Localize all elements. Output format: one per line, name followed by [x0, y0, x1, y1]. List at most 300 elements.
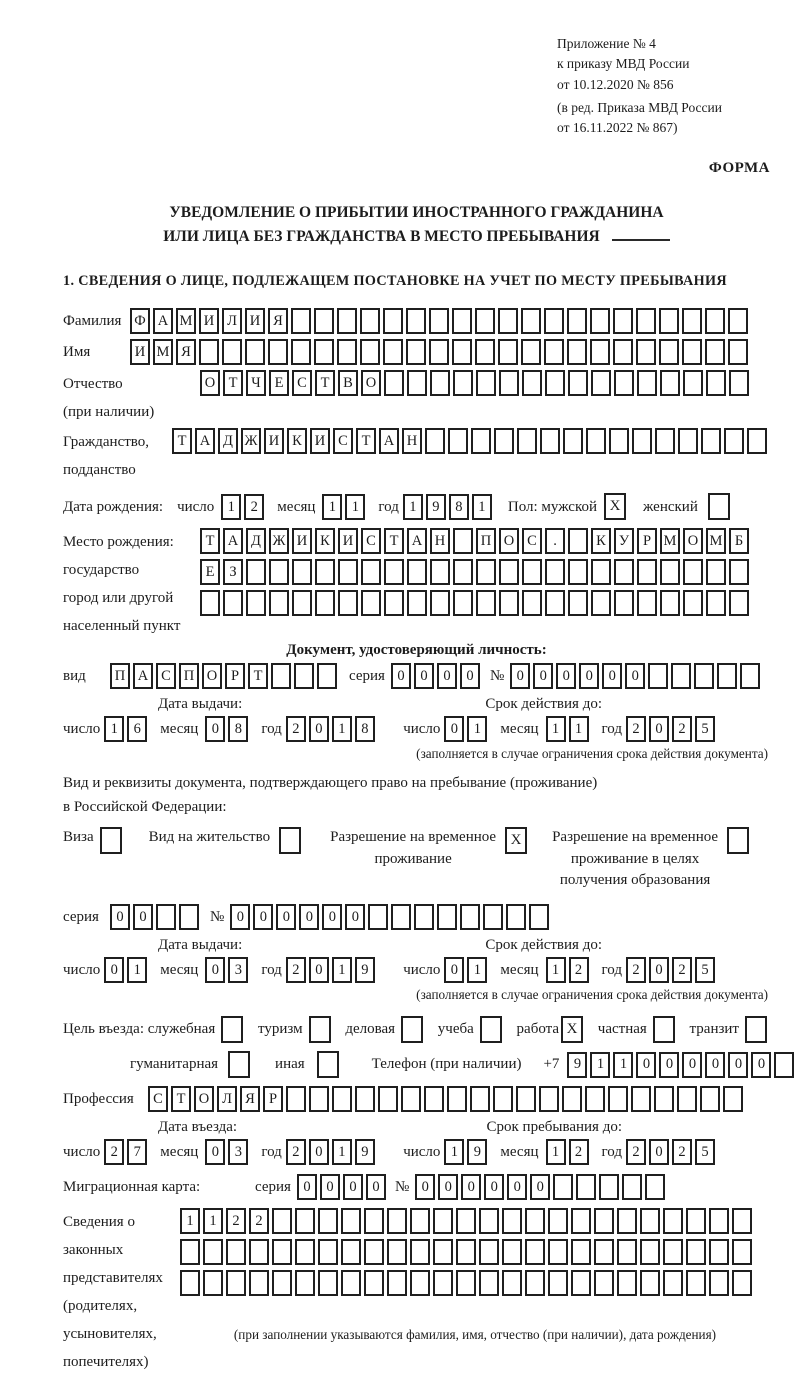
char-box[interactable]: 1: [221, 494, 241, 520]
char-box[interactable]: [433, 1208, 453, 1234]
char-box[interactable]: 0: [461, 1174, 481, 1200]
char-box[interactable]: А: [407, 528, 427, 554]
char-box[interactable]: [723, 1086, 743, 1112]
char-box[interactable]: 0: [444, 716, 464, 742]
char-box[interactable]: [453, 559, 473, 585]
char-box[interactable]: [617, 1208, 637, 1234]
char-box[interactable]: [516, 1086, 536, 1112]
char-box[interactable]: [694, 663, 714, 689]
char-box[interactable]: 1: [546, 957, 566, 983]
char-box[interactable]: [614, 370, 634, 396]
char-box[interactable]: [286, 1086, 306, 1112]
char-box[interactable]: Д: [246, 528, 266, 554]
char-box[interactable]: [729, 370, 749, 396]
char-box[interactable]: К: [591, 528, 611, 554]
char-box[interactable]: [401, 1086, 421, 1112]
char-box[interactable]: [732, 1208, 752, 1234]
char-box[interactable]: [594, 1208, 614, 1234]
char-box[interactable]: [387, 1270, 407, 1296]
char-box[interactable]: 0: [309, 716, 329, 742]
char-box[interactable]: [645, 1174, 665, 1200]
char-box[interactable]: Т: [356, 428, 376, 454]
char-box[interactable]: [660, 559, 680, 585]
char-box[interactable]: 0: [649, 1139, 669, 1165]
char-box[interactable]: 0: [415, 1174, 435, 1200]
char-box[interactable]: [614, 590, 634, 616]
char-box[interactable]: [315, 559, 335, 585]
char-box[interactable]: [475, 339, 495, 365]
char-box[interactable]: Р: [637, 528, 657, 554]
char-box[interactable]: [709, 1208, 729, 1234]
char-box[interactable]: 0: [230, 904, 250, 930]
char-box[interactable]: 0: [343, 1174, 363, 1200]
checkbox[interactable]: [309, 1016, 331, 1043]
char-box[interactable]: [663, 1270, 683, 1296]
char-box[interactable]: Я: [240, 1086, 260, 1112]
char-box[interactable]: 2: [104, 1139, 124, 1165]
char-box[interactable]: [246, 590, 266, 616]
char-box[interactable]: [706, 370, 726, 396]
char-box[interactable]: [318, 1270, 338, 1296]
char-box[interactable]: [591, 559, 611, 585]
char-box[interactable]: [728, 339, 748, 365]
char-box[interactable]: [407, 559, 427, 585]
char-box[interactable]: [747, 428, 767, 454]
char-box[interactable]: 0: [253, 904, 273, 930]
char-box[interactable]: [617, 1239, 637, 1265]
char-box[interactable]: [317, 663, 337, 689]
char-box[interactable]: [590, 308, 610, 334]
char-box[interactable]: Н: [402, 428, 422, 454]
checkbox[interactable]: [708, 493, 730, 520]
char-box[interactable]: 1: [332, 716, 352, 742]
char-box[interactable]: [498, 308, 518, 334]
char-box[interactable]: [456, 1239, 476, 1265]
char-box[interactable]: [291, 308, 311, 334]
char-box[interactable]: [364, 1208, 384, 1234]
char-box[interactable]: 0: [649, 957, 669, 983]
char-box[interactable]: [245, 339, 265, 365]
char-box[interactable]: [544, 339, 564, 365]
char-box[interactable]: [686, 1208, 706, 1234]
char-box[interactable]: [429, 339, 449, 365]
char-box[interactable]: [590, 339, 610, 365]
char-box[interactable]: [295, 1270, 315, 1296]
char-box[interactable]: [249, 1270, 269, 1296]
char-box[interactable]: [502, 1270, 522, 1296]
char-box[interactable]: А: [133, 663, 153, 689]
char-box[interactable]: [553, 1174, 573, 1200]
char-box[interactable]: 1: [569, 716, 589, 742]
char-box[interactable]: 2: [626, 716, 646, 742]
char-box[interactable]: [498, 339, 518, 365]
char-box[interactable]: [364, 1239, 384, 1265]
char-box[interactable]: [640, 1239, 660, 1265]
char-box[interactable]: [249, 1239, 269, 1265]
char-box[interactable]: И: [338, 528, 358, 554]
char-box[interactable]: [337, 308, 357, 334]
char-box[interactable]: [614, 559, 634, 585]
char-box[interactable]: [378, 1086, 398, 1112]
char-box[interactable]: 3: [228, 1139, 248, 1165]
char-box[interactable]: [724, 428, 744, 454]
char-box[interactable]: [361, 590, 381, 616]
char-box[interactable]: [632, 428, 652, 454]
char-box[interactable]: 8: [228, 716, 248, 742]
char-box[interactable]: [483, 904, 503, 930]
char-box[interactable]: И: [292, 528, 312, 554]
char-box[interactable]: [360, 308, 380, 334]
char-box[interactable]: [729, 590, 749, 616]
char-box[interactable]: [545, 370, 565, 396]
char-box[interactable]: [517, 428, 537, 454]
char-box[interactable]: [568, 370, 588, 396]
char-box[interactable]: З: [223, 559, 243, 585]
char-box[interactable]: 1: [613, 1052, 633, 1078]
char-box[interactable]: Я: [176, 339, 196, 365]
char-box[interactable]: 0: [437, 663, 457, 689]
char-box[interactable]: [384, 590, 404, 616]
char-box[interactable]: 0: [320, 1174, 340, 1200]
char-box[interactable]: М: [660, 528, 680, 554]
char-box[interactable]: [548, 1208, 568, 1234]
char-box[interactable]: [180, 1239, 200, 1265]
char-box[interactable]: [272, 1208, 292, 1234]
char-box[interactable]: [706, 559, 726, 585]
char-box[interactable]: [383, 308, 403, 334]
char-box[interactable]: Р: [263, 1086, 283, 1112]
char-box[interactable]: [609, 428, 629, 454]
checkbox[interactable]: [401, 1016, 423, 1043]
char-box[interactable]: [521, 339, 541, 365]
char-box[interactable]: 1: [472, 494, 492, 520]
char-box[interactable]: Д: [218, 428, 238, 454]
char-box[interactable]: [663, 1208, 683, 1234]
char-box[interactable]: [223, 590, 243, 616]
char-box[interactable]: 1: [345, 494, 365, 520]
char-box[interactable]: [686, 1270, 706, 1296]
checkbox[interactable]: [745, 1016, 767, 1043]
char-box[interactable]: [571, 1270, 591, 1296]
char-box[interactable]: [337, 339, 357, 365]
char-box[interactable]: [429, 308, 449, 334]
char-box[interactable]: [654, 1086, 674, 1112]
char-box[interactable]: И: [130, 339, 150, 365]
char-box[interactable]: [571, 1239, 591, 1265]
char-box[interactable]: [156, 904, 176, 930]
char-box[interactable]: 9: [426, 494, 446, 520]
char-box[interactable]: [562, 1086, 582, 1112]
char-box[interactable]: [599, 1174, 619, 1200]
char-box[interactable]: 9: [567, 1052, 587, 1078]
char-box[interactable]: 0: [682, 1052, 702, 1078]
char-box[interactable]: [732, 1270, 752, 1296]
char-box[interactable]: [387, 1208, 407, 1234]
char-box[interactable]: 0: [345, 904, 365, 930]
char-box[interactable]: 9: [467, 1139, 487, 1165]
char-box[interactable]: Я: [268, 308, 288, 334]
char-box[interactable]: [686, 1239, 706, 1265]
char-box[interactable]: [410, 1239, 430, 1265]
char-box[interactable]: 2: [626, 1139, 646, 1165]
char-box[interactable]: 1: [546, 716, 566, 742]
char-box[interactable]: 0: [530, 1174, 550, 1200]
char-box[interactable]: 8: [355, 716, 375, 742]
char-box[interactable]: [525, 1270, 545, 1296]
char-box[interactable]: [637, 559, 657, 585]
char-box[interactable]: Т: [384, 528, 404, 554]
char-box[interactable]: Т: [248, 663, 268, 689]
char-box[interactable]: [200, 590, 220, 616]
checkbox[interactable]: X: [604, 493, 626, 520]
char-box[interactable]: [521, 308, 541, 334]
char-box[interactable]: 0: [602, 663, 622, 689]
char-box[interactable]: [774, 1052, 794, 1078]
char-box[interactable]: [585, 1086, 605, 1112]
char-box[interactable]: 0: [322, 904, 342, 930]
char-box[interactable]: [471, 428, 491, 454]
char-box[interactable]: [525, 1208, 545, 1234]
char-box[interactable]: [494, 428, 514, 454]
char-box[interactable]: 9: [355, 1139, 375, 1165]
char-box[interactable]: Т: [200, 528, 220, 554]
char-box[interactable]: [199, 339, 219, 365]
char-box[interactable]: 0: [297, 1174, 317, 1200]
char-box[interactable]: [383, 339, 403, 365]
char-box[interactable]: [294, 663, 314, 689]
checkbox[interactable]: X: [561, 1016, 583, 1043]
char-box[interactable]: 0: [309, 957, 329, 983]
char-box[interactable]: Ф: [130, 308, 150, 334]
char-box[interactable]: [663, 1239, 683, 1265]
char-box[interactable]: [269, 590, 289, 616]
char-box[interactable]: 3: [228, 957, 248, 983]
char-box[interactable]: [222, 339, 242, 365]
char-box[interactable]: [502, 1239, 522, 1265]
char-box[interactable]: [660, 370, 680, 396]
char-box[interactable]: Т: [171, 1086, 191, 1112]
char-box[interactable]: А: [195, 428, 215, 454]
char-box[interactable]: [729, 559, 749, 585]
char-box[interactable]: [475, 308, 495, 334]
char-box[interactable]: [407, 370, 427, 396]
char-box[interactable]: [271, 663, 291, 689]
char-box[interactable]: [406, 308, 426, 334]
char-box[interactable]: [636, 339, 656, 365]
char-box[interactable]: [659, 339, 679, 365]
char-box[interactable]: Е: [269, 370, 289, 396]
char-box[interactable]: [246, 559, 266, 585]
char-box[interactable]: [268, 339, 288, 365]
char-box[interactable]: [272, 1239, 292, 1265]
char-box[interactable]: [430, 559, 450, 585]
char-box[interactable]: [683, 559, 703, 585]
char-box[interactable]: [476, 590, 496, 616]
char-box[interactable]: 2: [286, 957, 306, 983]
char-box[interactable]: [453, 590, 473, 616]
char-box[interactable]: [740, 663, 760, 689]
char-box[interactable]: [425, 428, 445, 454]
char-box[interactable]: 1: [127, 957, 147, 983]
char-box[interactable]: Л: [222, 308, 242, 334]
char-box[interactable]: 1: [203, 1208, 223, 1234]
char-box[interactable]: [318, 1239, 338, 1265]
char-box[interactable]: 0: [366, 1174, 386, 1200]
char-box[interactable]: 0: [414, 663, 434, 689]
char-box[interactable]: [355, 1086, 375, 1112]
char-box[interactable]: [677, 1086, 697, 1112]
char-box[interactable]: 2: [626, 957, 646, 983]
char-box[interactable]: К: [315, 528, 335, 554]
char-box[interactable]: [341, 1208, 361, 1234]
char-box[interactable]: .: [545, 528, 565, 554]
char-box[interactable]: 0: [460, 663, 480, 689]
char-box[interactable]: [456, 1270, 476, 1296]
char-box[interactable]: [499, 590, 519, 616]
char-box[interactable]: [640, 1270, 660, 1296]
checkbox[interactable]: [317, 1051, 339, 1078]
char-box[interactable]: [567, 339, 587, 365]
char-box[interactable]: [493, 1086, 513, 1112]
char-box[interactable]: Ж: [269, 528, 289, 554]
char-box[interactable]: [636, 308, 656, 334]
char-box[interactable]: 0: [205, 716, 225, 742]
char-box[interactable]: 2: [286, 716, 306, 742]
char-box[interactable]: Н: [430, 528, 450, 554]
char-box[interactable]: [272, 1270, 292, 1296]
char-box[interactable]: 0: [533, 663, 553, 689]
char-box[interactable]: [706, 590, 726, 616]
char-box[interactable]: Ч: [246, 370, 266, 396]
char-box[interactable]: [460, 904, 480, 930]
char-box[interactable]: И: [310, 428, 330, 454]
char-box[interactable]: С: [156, 663, 176, 689]
char-box[interactable]: 8: [449, 494, 469, 520]
char-box[interactable]: [341, 1239, 361, 1265]
char-box[interactable]: 7: [127, 1139, 147, 1165]
char-box[interactable]: [452, 339, 472, 365]
char-box[interactable]: [545, 590, 565, 616]
char-box[interactable]: [648, 663, 668, 689]
char-box[interactable]: [364, 1270, 384, 1296]
char-box[interactable]: Б: [729, 528, 749, 554]
char-box[interactable]: М: [706, 528, 726, 554]
char-box[interactable]: [502, 1208, 522, 1234]
char-box[interactable]: [406, 339, 426, 365]
char-box[interactable]: [291, 339, 311, 365]
char-box[interactable]: [506, 904, 526, 930]
char-box[interactable]: [499, 559, 519, 585]
char-box[interactable]: О: [194, 1086, 214, 1112]
char-box[interactable]: 0: [391, 663, 411, 689]
char-box[interactable]: [318, 1208, 338, 1234]
char-box[interactable]: [591, 590, 611, 616]
char-box[interactable]: 1: [332, 957, 352, 983]
char-box[interactable]: [295, 1208, 315, 1234]
char-box[interactable]: Ж: [241, 428, 261, 454]
char-box[interactable]: [226, 1270, 246, 1296]
char-box[interactable]: [180, 1270, 200, 1296]
char-box[interactable]: [203, 1239, 223, 1265]
char-box[interactable]: 0: [728, 1052, 748, 1078]
char-box[interactable]: 1: [180, 1208, 200, 1234]
char-box[interactable]: 0: [556, 663, 576, 689]
char-box[interactable]: 2: [244, 494, 264, 520]
char-box[interactable]: [728, 308, 748, 334]
char-box[interactable]: 2: [569, 957, 589, 983]
char-box[interactable]: [179, 904, 199, 930]
char-box[interactable]: К: [287, 428, 307, 454]
char-box[interactable]: С: [361, 528, 381, 554]
char-box[interactable]: [452, 308, 472, 334]
char-box[interactable]: [414, 904, 434, 930]
char-box[interactable]: [682, 308, 702, 334]
char-box[interactable]: [617, 1270, 637, 1296]
char-box[interactable]: 5: [695, 957, 715, 983]
char-box[interactable]: 2: [286, 1139, 306, 1165]
char-box[interactable]: Т: [172, 428, 192, 454]
char-box[interactable]: [522, 590, 542, 616]
char-box[interactable]: [479, 1208, 499, 1234]
char-box[interactable]: 2: [249, 1208, 269, 1234]
char-box[interactable]: [568, 590, 588, 616]
char-box[interactable]: О: [499, 528, 519, 554]
char-box[interactable]: [338, 590, 358, 616]
char-box[interactable]: [660, 590, 680, 616]
char-box[interactable]: 0: [625, 663, 645, 689]
char-box[interactable]: О: [361, 370, 381, 396]
char-box[interactable]: [430, 370, 450, 396]
char-box[interactable]: [292, 559, 312, 585]
char-box[interactable]: 2: [569, 1139, 589, 1165]
char-box[interactable]: М: [176, 308, 196, 334]
char-box[interactable]: 1: [332, 1139, 352, 1165]
char-box[interactable]: [631, 1086, 651, 1112]
char-box[interactable]: [732, 1239, 752, 1265]
char-box[interactable]: [522, 559, 542, 585]
checkbox[interactable]: [480, 1016, 502, 1043]
char-box[interactable]: [683, 370, 703, 396]
char-box[interactable]: 0: [705, 1052, 725, 1078]
char-box[interactable]: 1: [104, 716, 124, 742]
char-box[interactable]: [448, 428, 468, 454]
char-box[interactable]: [671, 663, 691, 689]
char-box[interactable]: [568, 559, 588, 585]
char-box[interactable]: 9: [355, 957, 375, 983]
char-box[interactable]: А: [223, 528, 243, 554]
checkbox[interactable]: [100, 827, 122, 854]
char-box[interactable]: [683, 590, 703, 616]
char-box[interactable]: [705, 339, 725, 365]
char-box[interactable]: [594, 1270, 614, 1296]
char-box[interactable]: 0: [438, 1174, 458, 1200]
char-box[interactable]: [360, 339, 380, 365]
char-box[interactable]: 2: [672, 1139, 692, 1165]
char-box[interactable]: [430, 590, 450, 616]
char-box[interactable]: [456, 1208, 476, 1234]
char-box[interactable]: У: [614, 528, 634, 554]
char-box[interactable]: [682, 339, 702, 365]
char-box[interactable]: 0: [510, 663, 530, 689]
char-box[interactable]: [292, 590, 312, 616]
char-box[interactable]: [545, 559, 565, 585]
char-box[interactable]: 0: [751, 1052, 771, 1078]
char-box[interactable]: [447, 1086, 467, 1112]
char-box[interactable]: [705, 308, 725, 334]
char-box[interactable]: [332, 1086, 352, 1112]
char-box[interactable]: П: [110, 663, 130, 689]
char-box[interactable]: [701, 428, 721, 454]
